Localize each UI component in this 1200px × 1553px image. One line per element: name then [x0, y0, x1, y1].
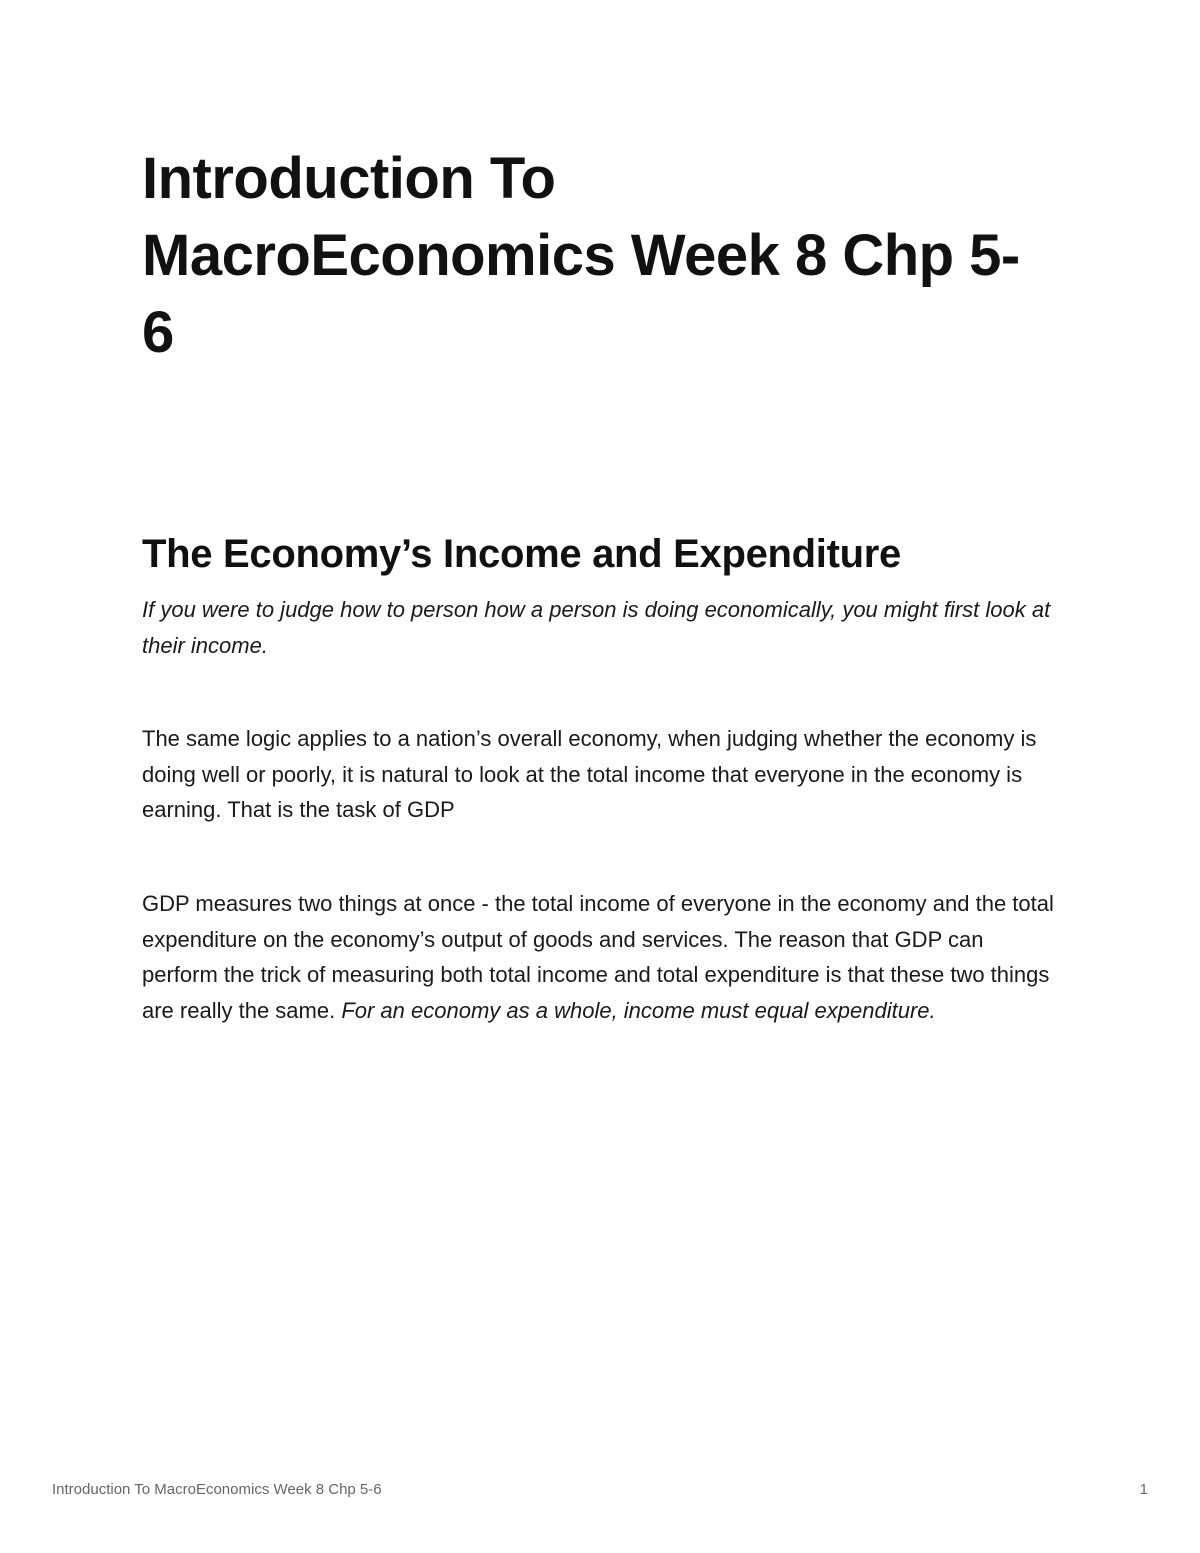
logic-paragraph: The same logic applies to a nation’s overall economy, when judging whether the economy is doing well or poorly, it is natural to look at the total income that everyone in the economy is earning. That is the task of GDP: [142, 726, 1037, 822]
footer-page-number: 1: [1139, 1481, 1148, 1498]
page-title: Introduction To MacroEconomics Week 8 Chp 5-6: [142, 146, 1020, 365]
gdp-paragraph: [142, 886, 1062, 1028]
intro-paragraph: If you were to judge how to person how a person is doing economically, you might first look at their income.: [142, 597, 1051, 658]
gdp-paragraph-emphasis: For an economy as a whole, income must equal expenditure.: [341, 997, 936, 1023]
footer-document-title: Introduction To MacroEconomics Week 8 Chp 5-6: [52, 1481, 382, 1498]
section-heading: The Economy’s Income and Expenditure: [142, 532, 901, 576]
gdp-paragraph-text: GDP measures two things at once - the total income of everyone in the economy and the total expenditure on the economy’s output of goods and services. The reason that GDP can perform the trick of measuring both total income and total expenditure is that these two things are really the same.: [142, 891, 1054, 1023]
